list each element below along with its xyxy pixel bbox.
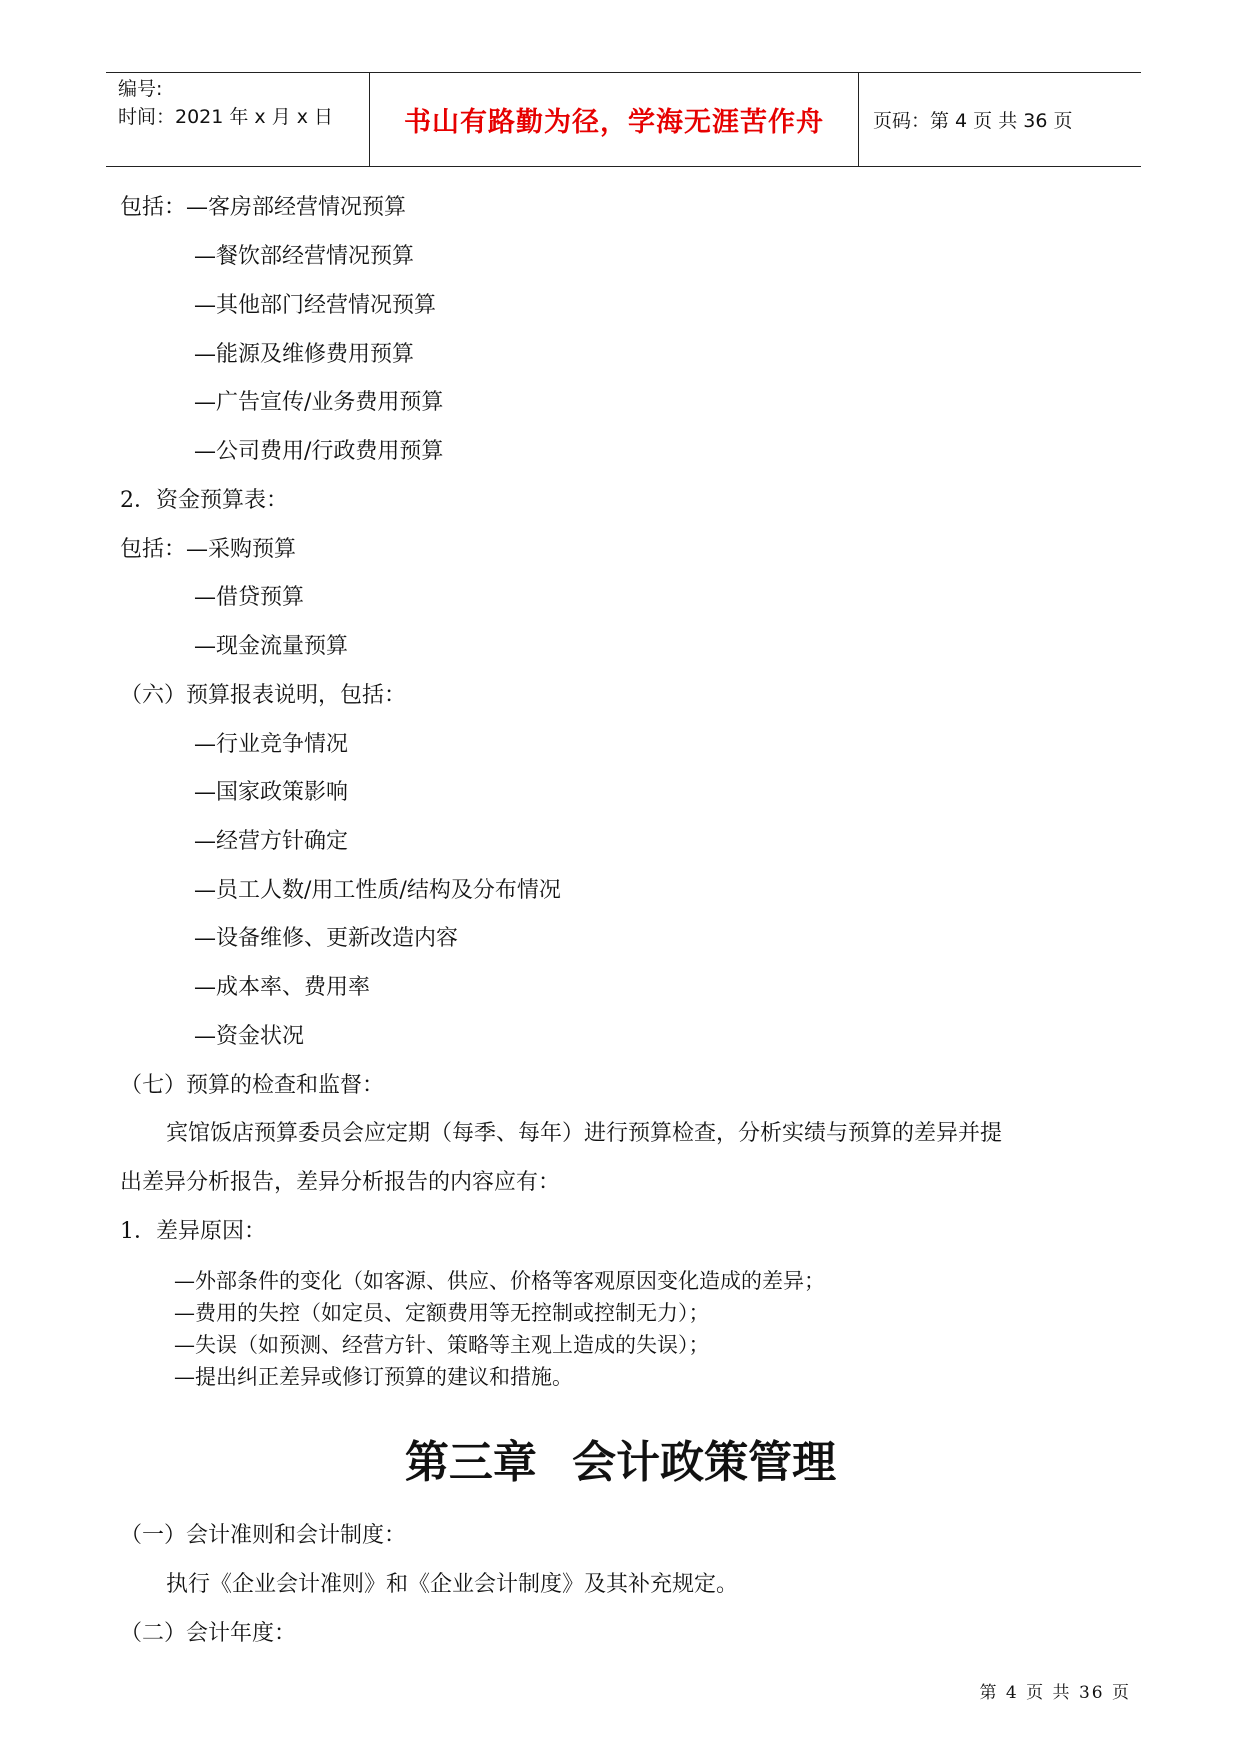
text-line: —借贷预算 [194,585,305,610]
text-line: —公司费用/行政费用预算 [194,439,444,464]
page-footer: 第 4 页 共 36 页 [979,1683,1131,1703]
text-line: —现金流量预算 [194,634,349,659]
text-line: —资金状况 [194,1024,305,1049]
text-line: 包括：—客房部经营情况预算 [120,195,407,220]
text-line: 出差异分析报告，差异分析报告的内容应有： [120,1170,561,1195]
text-line: （二）会计年度： [120,1621,297,1646]
text-line: （七）预算的检查和监督： [120,1073,385,1098]
text-line: —行业竞争情况 [194,732,349,757]
text-line: 包括：—采购预算 [120,537,297,562]
text-line: —员工人数/用工性质/结构及分布情况 [194,878,561,903]
text-line: 执行《企业会计准则》和《企业会计制度》及其补充规定。 [166,1572,739,1597]
text-line: （六）预算报表说明，包括： [120,683,407,708]
text-line: 宾馆饭店预算委员会应定期（每季、每年）进行预算检查，分析实绩与预算的差异并提 [166,1121,1003,1146]
text-line: —费用的失控（如定员、定额费用等无控制或控制无力）； [174,1301,710,1325]
text-line: —外部条件的变化（如客源、供应、价格等客观原因变化造成的差异； [174,1269,825,1293]
chapter-title: 第三章 会计政策管理 [404,1437,837,1488]
text-line: —其他部门经营情况预算 [194,293,437,318]
document-time: 时间：2021 年 x 月 x 日 [118,106,334,128]
header-meta [106,73,369,166]
text-line: （一）会计准则和会计制度： [120,1523,407,1548]
text-line: —设备维修、更新改造内容 [194,926,459,951]
header-page-info: 页码：第 4 页 共 36 页 [873,110,1073,132]
text-line: 2．资金预算表： [120,488,288,513]
page-header [106,72,1141,167]
text-line: —失误（如预测、经营方针、策略等主观上造成的失误）； [174,1333,710,1357]
text-line: —餐饮部经营情况预算 [194,244,415,269]
text-line: —提出纠正差异或修订预算的建议和措施。 [174,1365,573,1389]
text-line: —国家政策影响 [194,780,349,805]
text-line: —广告宣传/业务费用预算 [194,390,444,415]
text-line: —经营方针确定 [194,829,349,854]
document-number-label: 编号: [118,78,163,100]
text-line: —成本率、费用率 [194,975,371,1000]
header-motto: 书山有路勤为径，学海无涯苦作舟 [369,73,859,166]
text-line: 1．差异原因： [120,1219,266,1244]
text-line: —能源及维修费用预算 [194,342,415,367]
